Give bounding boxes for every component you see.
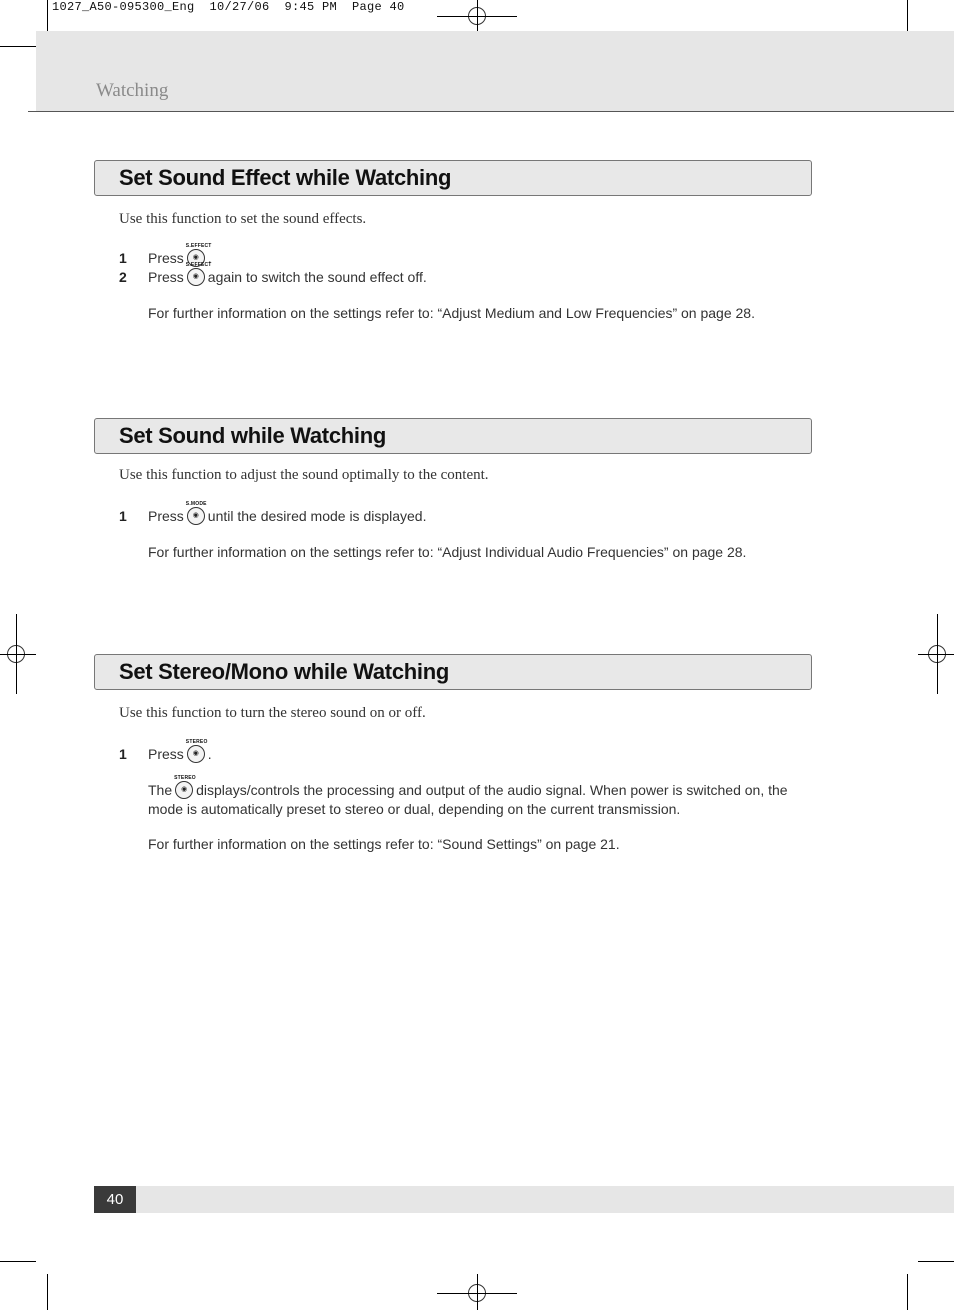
detail-after-text: displays/controls the processing and output of the audio signal. When power is switched on, the mode is automatically preset to stereo or dual, depending on the current transmission. [148,782,788,818]
step-after-text: . [207,250,212,266]
sound-effect-button-icon: S.EFFECT ◉ [187,249,205,267]
section-intro: Use this function to adjust the sound optimally to the content. [119,467,489,483]
step-number: 1 [119,508,127,524]
section-title: Set Sound Effect while Watching [119,165,452,190]
crop-mark [0,46,36,47]
step-number: 1 [119,746,127,762]
step-press-text: Press [148,269,184,285]
sound-effect-button-icon: S.EFFECT ◉ [187,268,205,286]
crop-mark [16,614,17,694]
page-chapter-title: Watching [96,80,169,101]
crop-mark [477,1274,478,1310]
page-number: 40 [94,1186,136,1213]
crop-mark [937,614,938,694]
section-heading-box [94,160,812,196]
step-after-text: again to switch the sound effect off. [207,269,427,285]
detail-before-text: The [148,782,173,798]
button-caption: S.EFFECT [185,243,212,250]
section-detail [148,775,808,818]
print-slug: 1027_A50-095300_Eng 10/27/06 9:45 PM Page 40 [52,0,405,14]
step-press-text: Press [148,508,184,524]
crop-mark [918,1261,954,1262]
step-after-text: until the desired mode is displayed. [207,508,427,524]
section-intro: Use this function to set the sound effects. [119,211,367,227]
stereo-button-icon: STEREO ◉ [187,745,205,763]
section-note: For further information on the settings refer to: “Sound Settings” on page 21. [148,836,620,852]
step-number: 2 [119,269,127,285]
header-divider [28,111,954,112]
crop-mark [47,0,48,34]
section-title: Set Stereo/Mono while Watching [119,659,449,684]
stereo-button-icon: STEREO ◉ [175,781,193,799]
crop-mark [0,654,36,655]
crop-mark [0,1261,36,1262]
section-note: For further information on the settings refer to: “Adjust Medium and Low Frequencies” on page 28. [148,305,755,321]
section-title: Set Sound while Watching [119,423,386,448]
crop-mark [47,1274,48,1310]
crop-mark [918,654,954,655]
section-heading-box [94,418,812,454]
crop-mark [907,1274,908,1310]
section-heading-box [94,654,812,690]
button-caption: S.EFFECT [185,262,212,269]
sound-mode-button-icon: S.MODE ◉ [187,507,205,525]
step-text [148,262,427,287]
crop-mark [907,0,908,34]
step-number: 1 [119,250,127,266]
button-caption: STEREO [174,775,196,782]
step-text [148,501,427,526]
button-caption: S.MODE [185,501,207,508]
step-press-text: Press [148,250,184,266]
section-intro: Use this function to turn the stereo sound on or off. [119,705,426,721]
step-press-text: Press [148,746,184,762]
button-caption: STEREO [185,739,208,746]
step-after-text: . [207,746,212,762]
header-band [36,31,954,111]
step-text [148,739,212,764]
section-note: For further information on the settings refer to: “Adjust Individual Audio Frequencies” on page 28. [148,544,747,560]
footer-band [136,1186,954,1213]
